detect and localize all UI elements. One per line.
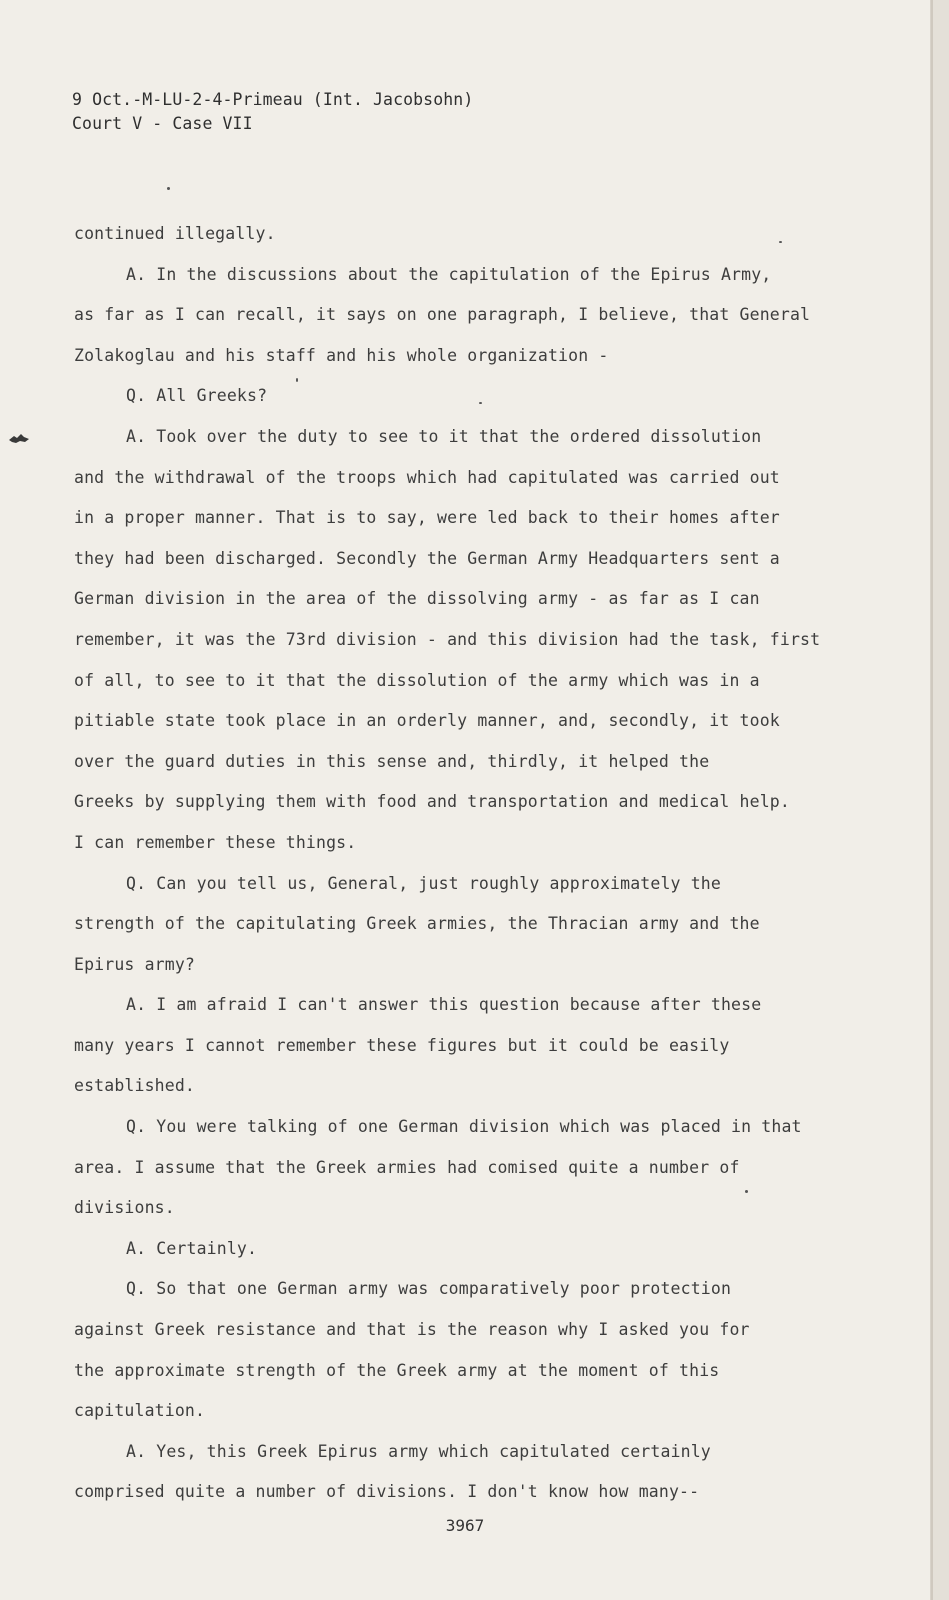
text-line: of all, to see to it that the dissolution of the army which was in a: [74, 670, 760, 690]
text-line: I can remember these things.: [74, 832, 357, 852]
text-line: Q. Can you tell us, General, just roughly approximately the: [126, 873, 721, 893]
page-number: 3967: [445, 1516, 485, 1535]
text-line: and the withdrawal of the troops which had capitulated was carried out: [74, 467, 780, 487]
text-line: divisions.: [74, 1198, 175, 1218]
text-line: in a proper manner. That is to say, were led back to their homes after: [74, 508, 780, 528]
text-line: many years I cannot remember these figures but it could be easily: [74, 1035, 730, 1055]
text-line: A. I am afraid I can't answer this question because after these: [126, 995, 762, 1015]
text-line: Q. You were talking of one German division which was placed in that: [126, 1117, 802, 1137]
text-line: they had been discharged. Secondly the German Army Headquarters sent a: [74, 548, 780, 568]
header-line-2: Court V - Case VII: [72, 114, 253, 133]
text-line: the approximate strength of the Greek army at the moment of this: [74, 1360, 720, 1380]
text-line: strength of the capitulating Greek armies, the Thracian army and the: [74, 914, 760, 934]
text-line: established.: [74, 1076, 196, 1096]
text-line: Zolakoglau and his staff and his whole organization -: [74, 345, 609, 365]
text-line: pitiable state took place in an orderly manner, and, secondly, it took: [74, 711, 780, 731]
text-line: comprised quite a number of divisions. I don't know how many--: [74, 1482, 700, 1502]
text-line: over the guard duties in this sense and, thirdly, it helped the: [74, 751, 710, 771]
text-line: Greeks by supplying them with food and transportation and medical help.: [74, 792, 790, 812]
text-line: continued illegally.: [74, 224, 276, 243]
text-line: A. Certainly.: [126, 1238, 258, 1258]
text-line: remember, it was the 73rd division - and this division had the task, first: [74, 629, 821, 649]
text-line: A. Yes, this Greek Epirus army which capitulated certainly: [126, 1441, 711, 1461]
ink-blot: [8, 432, 30, 444]
text-line: A. Took over the duty to see to it that the ordered dissolution: [126, 426, 762, 446]
text-line: Q. So that one German army was comparatively poor protection: [126, 1279, 732, 1299]
text-line: capitulation.: [74, 1401, 206, 1421]
text-line: Q. All Greeks?: [126, 386, 268, 406]
header-line-1: 9 Oct.-M-LU-2-4-Primeau (Int. Jacobsohn): [72, 90, 474, 109]
text-line: German division in the area of the dissolving army - as far as I can: [74, 589, 760, 609]
text-line: area. I assume that the Greek armies had comised quite a number of: [74, 1157, 740, 1177]
text-line: Epirus army?: [74, 954, 196, 974]
text-line: A. In the discussions about the capitulation of the Epirus Army,: [126, 264, 772, 284]
paper-speck: [167, 187, 170, 190]
text-line: against Greek resistance and that is the reason why I asked you for: [74, 1320, 750, 1340]
body-text: [74, 214, 834, 1513]
document-header: [72, 88, 473, 136]
text-line: as far as I can recall, it says on one paragraph, I believe, that General: [74, 305, 811, 325]
